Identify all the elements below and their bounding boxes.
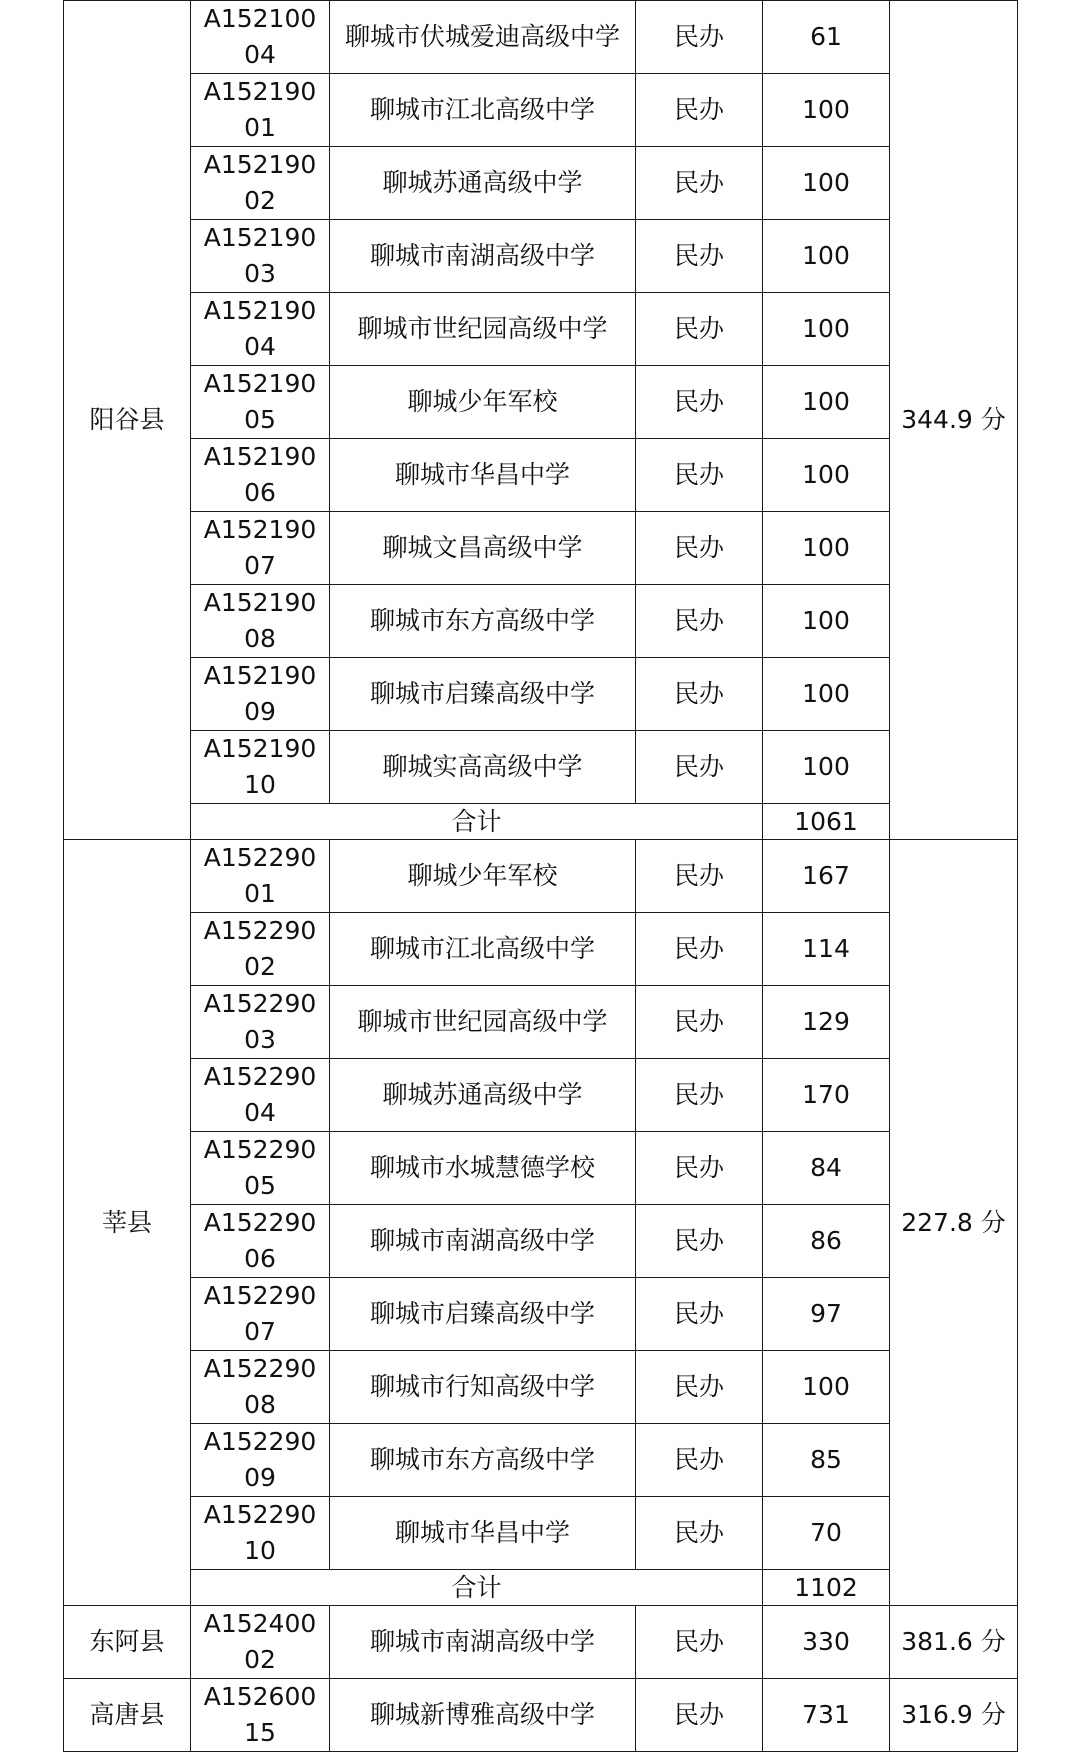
school-type-cell: 民办 [636, 293, 763, 366]
total-count-cell: 1102 [763, 1570, 890, 1606]
school-name-cell: 聊城市江北高级中学 [330, 913, 636, 986]
school-code-prefix: A152190 [203, 223, 317, 252]
school-code-suffix: 15 [244, 1718, 276, 1747]
total-row [64, 804, 1018, 840]
school-name-cell: 聊城市华昌中学 [330, 1497, 636, 1570]
school-code-prefix: A152190 [203, 734, 317, 763]
table-row [64, 1351, 1018, 1424]
school-code-suffix: 02 [244, 1645, 276, 1674]
school-code-cell [191, 840, 330, 913]
school-type-cell: 民办 [636, 1132, 763, 1205]
school-code-prefix: A152290 [203, 1354, 317, 1383]
school-code-cell [191, 147, 330, 220]
plan-count-cell: 167 [763, 840, 890, 913]
school-code-suffix: 01 [244, 879, 276, 908]
plan-count-cell: 100 [763, 1351, 890, 1424]
school-name-cell: 聊城市南湖高级中学 [330, 1205, 636, 1278]
school-name-cell: 聊城市启臻高级中学 [330, 1278, 636, 1351]
school-code-cell [191, 731, 330, 804]
table-row [64, 512, 1018, 585]
plan-count-cell: 100 [763, 658, 890, 731]
plan-count-cell: 85 [763, 1424, 890, 1497]
table-row [64, 1278, 1018, 1351]
school-code-cell [191, 1205, 330, 1278]
school-code-suffix: 07 [244, 1317, 276, 1346]
school-code-prefix: A152290 [203, 1500, 317, 1529]
county-cell: 阳谷县 [64, 1, 191, 840]
school-code-prefix: A152190 [203, 150, 317, 179]
school-type-cell: 民办 [636, 913, 763, 986]
school-code-cell [191, 1, 330, 74]
school-name-cell: 聊城市华昌中学 [330, 439, 636, 512]
school-code-prefix: A152190 [203, 296, 317, 325]
table-row [64, 366, 1018, 439]
school-type-cell: 民办 [636, 585, 763, 658]
plan-count-cell: 84 [763, 1132, 890, 1205]
plan-count-cell: 86 [763, 1205, 890, 1278]
school-code-suffix: 03 [244, 1025, 276, 1054]
school-code-prefix: A152290 [203, 1062, 317, 1091]
plan-count-cell: 100 [763, 439, 890, 512]
school-code-prefix: A152190 [203, 369, 317, 398]
school-name-cell: 聊城实高高级中学 [330, 731, 636, 804]
plan-count-cell: 70 [763, 1497, 890, 1570]
school-code-suffix: 02 [244, 952, 276, 981]
school-code-suffix: 06 [244, 478, 276, 507]
school-code-cell [191, 913, 330, 986]
table-row [64, 147, 1018, 220]
school-code-suffix: 02 [244, 186, 276, 215]
plan-count-cell: 100 [763, 366, 890, 439]
school-name-cell: 聊城市南湖高级中学 [330, 1606, 636, 1679]
plan-count-cell: 170 [763, 1059, 890, 1132]
table-row [64, 1132, 1018, 1205]
school-code-suffix: 04 [244, 40, 276, 69]
plan-count-cell: 100 [763, 731, 890, 804]
school-name-cell: 聊城市东方高级中学 [330, 585, 636, 658]
school-name-cell: 聊城市南湖高级中学 [330, 220, 636, 293]
school-name-cell: 聊城市伏城爱迪高级中学 [330, 1, 636, 74]
school-type-cell: 民办 [636, 74, 763, 147]
table-row [64, 1424, 1018, 1497]
cutoff-score-cell: 381.6 分 [890, 1606, 1018, 1679]
school-code-cell [191, 1497, 330, 1570]
school-code-prefix: A152190 [203, 77, 317, 106]
plan-count-cell: 100 [763, 512, 890, 585]
school-code-suffix: 04 [244, 1098, 276, 1127]
school-type-cell: 民办 [636, 1679, 763, 1752]
school-code-prefix: A152190 [203, 515, 317, 544]
plan-count-cell: 100 [763, 293, 890, 366]
school-type-cell: 民办 [636, 439, 763, 512]
school-code-cell [191, 1424, 330, 1497]
school-code-suffix: 01 [244, 113, 276, 142]
plan-count-cell: 100 [763, 147, 890, 220]
table-row [64, 1679, 1018, 1752]
school-code-suffix: 07 [244, 551, 276, 580]
school-type-cell: 民办 [636, 220, 763, 293]
school-name-cell: 聊城市江北高级中学 [330, 74, 636, 147]
county-cell: 东阿县 [64, 1606, 191, 1679]
school-code-cell [191, 439, 330, 512]
school-type-cell: 民办 [636, 1351, 763, 1424]
cutoff-score-cell: 316.9 分 [890, 1679, 1018, 1752]
plan-count-cell: 100 [763, 74, 890, 147]
school-type-cell: 民办 [636, 658, 763, 731]
table-row [64, 220, 1018, 293]
school-name-cell: 聊城苏通高级中学 [330, 147, 636, 220]
school-type-cell: 民办 [636, 147, 763, 220]
plan-count-cell: 97 [763, 1278, 890, 1351]
school-type-cell: 民办 [636, 1497, 763, 1570]
school-code-prefix: A152400 [203, 1609, 317, 1638]
school-name-cell: 聊城文昌高级中学 [330, 512, 636, 585]
school-name-cell: 聊城市启臻高级中学 [330, 658, 636, 731]
school-type-cell: 民办 [636, 1, 763, 74]
total-count-cell: 1061 [763, 804, 890, 840]
school-type-cell: 民办 [636, 986, 763, 1059]
admission-plan-table [63, 0, 1018, 1752]
school-code-suffix: 04 [244, 332, 276, 361]
school-code-cell [191, 220, 330, 293]
table-row [64, 1, 1018, 74]
school-code-prefix: A152290 [203, 916, 317, 945]
school-type-cell: 民办 [636, 1606, 763, 1679]
school-type-cell: 民办 [636, 1059, 763, 1132]
school-code-prefix: A152600 [203, 1682, 317, 1711]
school-code-prefix: A152290 [203, 1281, 317, 1310]
school-type-cell: 民办 [636, 731, 763, 804]
table-row [64, 913, 1018, 986]
school-name-cell: 聊城苏通高级中学 [330, 1059, 636, 1132]
school-code-suffix: 06 [244, 1244, 276, 1273]
table-row [64, 731, 1018, 804]
plan-count-cell: 100 [763, 220, 890, 293]
school-type-cell: 民办 [636, 1424, 763, 1497]
school-code-cell [191, 293, 330, 366]
school-code-prefix: A152190 [203, 442, 317, 471]
plan-count-cell: 129 [763, 986, 890, 1059]
school-code-cell [191, 1679, 330, 1752]
school-name-cell: 聊城市东方高级中学 [330, 1424, 636, 1497]
school-code-cell [191, 1606, 330, 1679]
school-code-cell [191, 1351, 330, 1424]
school-code-suffix: 03 [244, 259, 276, 288]
school-code-cell [191, 1132, 330, 1205]
school-type-cell: 民办 [636, 512, 763, 585]
school-code-prefix: A152290 [203, 989, 317, 1018]
plan-count-cell: 61 [763, 1, 890, 74]
school-code-suffix: 05 [244, 1171, 276, 1200]
school-name-cell: 聊城少年军校 [330, 840, 636, 913]
cutoff-score-cell: 344.9 分 [890, 1, 1018, 840]
school-code-prefix: A152290 [203, 843, 317, 872]
table-row [64, 293, 1018, 366]
school-code-suffix: 10 [244, 1536, 276, 1565]
cutoff-score-cell: 227.8 分 [890, 840, 1018, 1606]
plan-count-cell: 100 [763, 585, 890, 658]
school-type-cell: 民办 [636, 840, 763, 913]
table-row [64, 1606, 1018, 1679]
school-type-cell: 民办 [636, 366, 763, 439]
school-type-cell: 民办 [636, 1278, 763, 1351]
plan-count-cell: 731 [763, 1679, 890, 1752]
school-code-suffix: 10 [244, 770, 276, 799]
table-row [64, 840, 1018, 913]
plan-count-cell: 330 [763, 1606, 890, 1679]
school-code-prefix: A152190 [203, 588, 317, 617]
school-code-suffix: 09 [244, 697, 276, 726]
school-type-cell: 民办 [636, 1205, 763, 1278]
table-row [64, 986, 1018, 1059]
table-row [64, 1205, 1018, 1278]
county-cell: 高唐县 [64, 1679, 191, 1752]
school-code-prefix: A152290 [203, 1208, 317, 1237]
total-label-cell: 合计 [191, 1570, 763, 1606]
school-code-suffix: 09 [244, 1463, 276, 1492]
school-code-cell [191, 1059, 330, 1132]
table-row [64, 658, 1018, 731]
school-code-cell [191, 658, 330, 731]
school-code-prefix: A152290 [203, 1427, 317, 1456]
school-code-cell [191, 585, 330, 658]
county-cell: 莘县 [64, 840, 191, 1606]
school-name-cell: 聊城市行知高级中学 [330, 1351, 636, 1424]
school-name-cell: 聊城少年军校 [330, 366, 636, 439]
table-row [64, 585, 1018, 658]
school-code-cell [191, 986, 330, 1059]
school-name-cell: 聊城新博雅高级中学 [330, 1679, 636, 1752]
school-code-prefix: A152190 [203, 661, 317, 690]
school-code-suffix: 05 [244, 405, 276, 434]
school-name-cell: 聊城市世纪园高级中学 [330, 293, 636, 366]
table-row [64, 1497, 1018, 1570]
school-code-cell [191, 74, 330, 147]
table-row [64, 439, 1018, 512]
table-body [64, 1, 1018, 1752]
school-code-suffix: 08 [244, 624, 276, 653]
plan-count-cell: 114 [763, 913, 890, 986]
school-name-cell: 聊城市水城慧德学校 [330, 1132, 636, 1205]
school-code-prefix: A152100 [203, 4, 317, 33]
school-code-cell [191, 366, 330, 439]
school-code-cell [191, 1278, 330, 1351]
total-label-cell: 合计 [191, 804, 763, 840]
total-row [64, 1570, 1018, 1606]
school-name-cell: 聊城市世纪园高级中学 [330, 986, 636, 1059]
school-code-suffix: 08 [244, 1390, 276, 1419]
school-code-cell [191, 512, 330, 585]
table-row [64, 1059, 1018, 1132]
table-row [64, 74, 1018, 147]
school-code-prefix: A152290 [203, 1135, 317, 1164]
